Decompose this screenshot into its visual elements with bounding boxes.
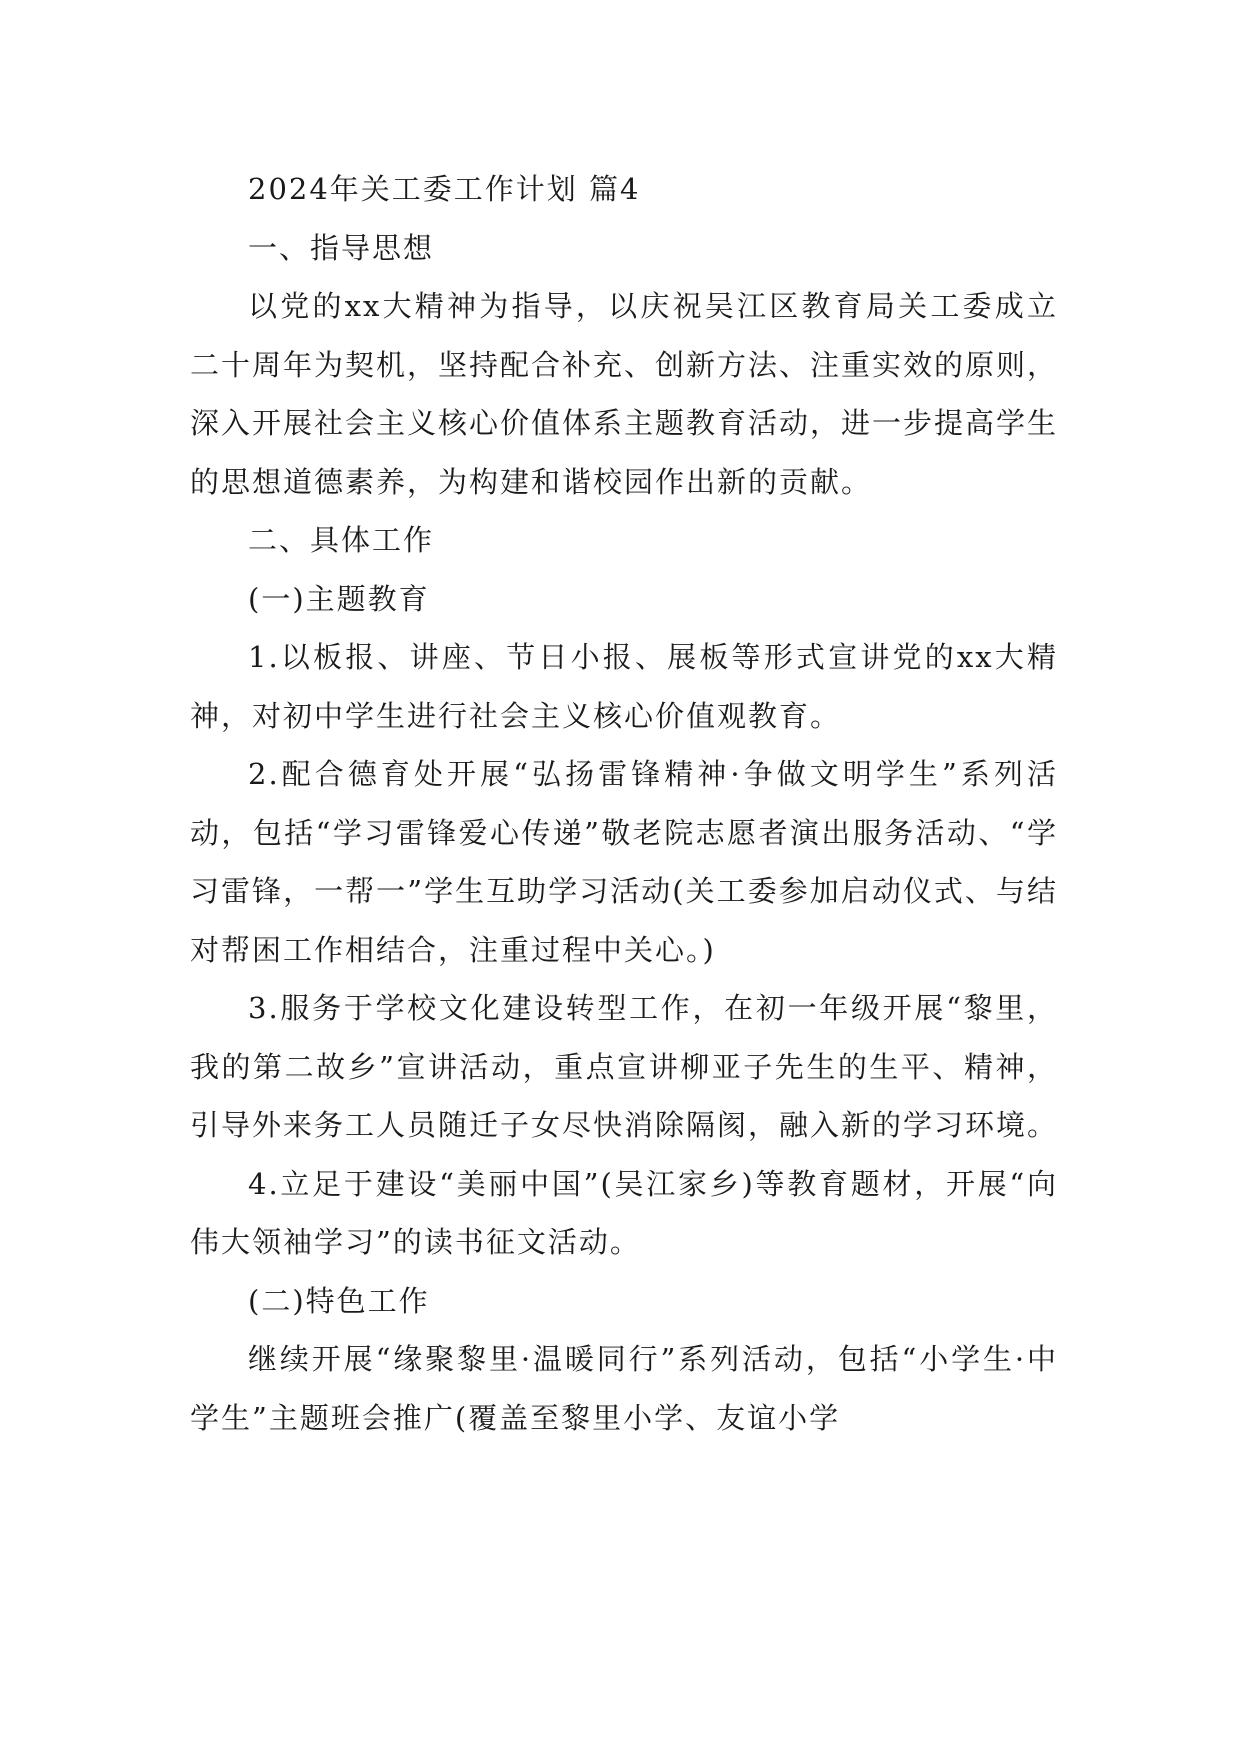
paragraph-item-3: 3.服务于学校文化建设转型工作，在初一年级开展“黎里，我的第二故乡”宣讲活动，重点宣讲柳亚子先生的生平、精神，引导外来务工人员随迁子女尽快消除隔阂，融入新的学习环境。 bbox=[190, 991, 1059, 1142]
paragraph-guiding-thought: 以党的xx大精神为指导，以庆祝吴江区教育局关工委成立二十周年为契机，坚持配合补充、创新方法、注重实效的原则，深入开展社会主义核心价值体系主题教育活动，进一步提高学生的思想道德素养，为构建和谐校园作出新的贡献。 bbox=[190, 289, 1059, 499]
paragraph-item-4: 4.立足于建设“美丽中国”(吴江家乡)等教育题材，开展“向伟大领袖学习”的读书征文活动。 bbox=[190, 1166, 1058, 1259]
document-page bbox=[190, 160, 1058, 1447]
paragraph-special-work: 继续开展“缘聚黎里·温暖同行”系列活动，包括“小学生·中学生”主题班会推广(覆盖至黎里小学、友谊小学 bbox=[190, 1342, 1058, 1435]
document-title: 2024年关工委工作计划 篇4 bbox=[248, 172, 641, 206]
section-heading-specific-work: 二、具体工作 bbox=[248, 523, 435, 557]
paragraph-item-1: 1.以板报、讲座、节日小报、展板等形式宣讲党的xx大精神，对初中学生进行社会主义核心价值观教育。 bbox=[190, 640, 1058, 733]
subsection-heading-theme-education: (一)主题教育 bbox=[248, 581, 430, 616]
subsection-heading-special-work: (二)特色工作 bbox=[248, 1283, 430, 1318]
section-heading-guiding-thought: 一、指导思想 bbox=[248, 230, 435, 265]
paragraph-item-2: 2.配合德育处开展“弘扬雷锋精神·争做文明学生”系列活动，包括“学习雷锋爱心传递”敬老院志愿者演出服务活动、“学习雷锋，一帮一”学生互助学习活动(关工委参加启动仪式、与结对帮困工作相结合，注重过程中关心。) bbox=[190, 757, 1058, 967]
